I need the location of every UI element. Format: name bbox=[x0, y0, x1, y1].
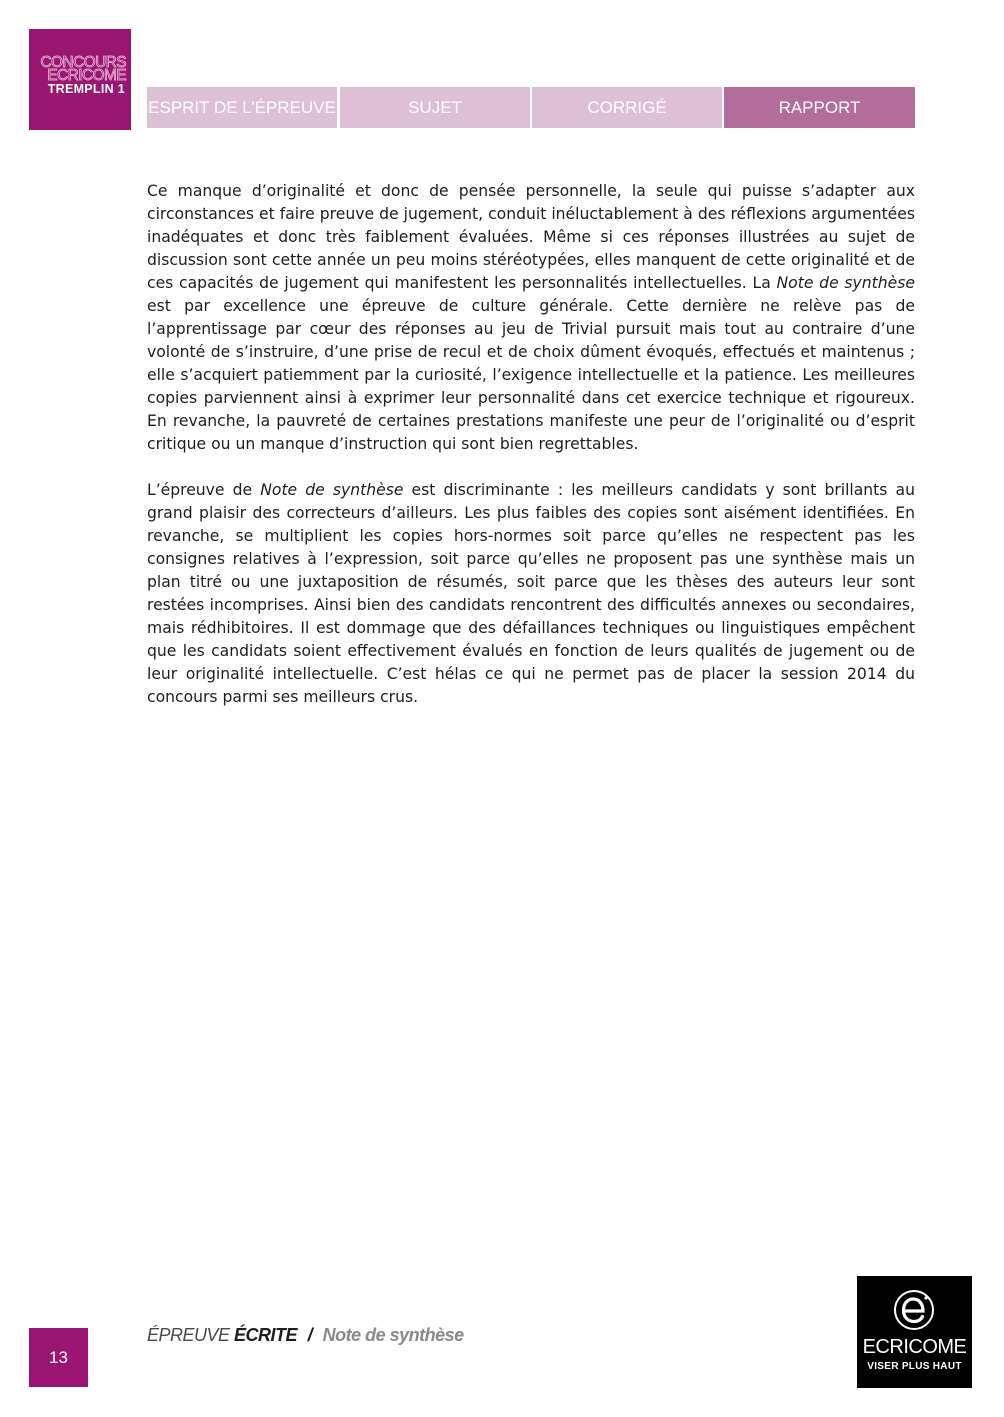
emphasis-note-de-synthese: Note de synthèse bbox=[260, 481, 404, 499]
footer-epreuve: ÉPREUVE bbox=[147, 1325, 230, 1345]
section-tabs bbox=[147, 87, 915, 128]
report-body bbox=[147, 180, 915, 709]
tab-esprit-de-l-epreuve[interactable]: ESPRIT DE L’ÉPREUVE bbox=[147, 87, 337, 128]
emphasis-note-de-synthese: Note de synthèse bbox=[776, 274, 915, 292]
tab-sujet[interactable]: SUJET bbox=[340, 87, 530, 128]
logo-tagline: VISER PLUS HAUT bbox=[867, 1361, 962, 1372]
tab-corrige[interactable]: CORRIGÉ bbox=[532, 87, 722, 128]
brand-line-concours: CONCOURS bbox=[40, 54, 126, 71]
paragraph-2: L’épreuve de Note de synthèse est discriminante : les meilleurs candidats y sont brillants au grand plaisir des correcteurs d’ailleurs. Les plus faibles des copies sont aisément identifiées. En revanche, se multiplient les copies hors-normes soit parce qu’elles ne respectent pas les consignes relatives à l’expression, soit parce qu’elles ne proposent pas une synthèse mais un plan titré ou une juxtaposition de résumés, soit parce que les thèses des auteurs leur sont restées incomprises. Ainsi bien des candidats rencontrent des difficultés annexes ou secondaires, mais rédhibitoires. Il est dommage que des défaillances techniques ou linguistiques empêchent que les candidats soient effectivement évalués en fonction de leurs qualités de jugement ou de leur originalité intellectuelle. C’est hélas ce qui ne permet pas de placer la session 2014 du concours parmi ses meilleurs crus. bbox=[147, 481, 915, 706]
logo-name: ECRICOME bbox=[862, 1336, 967, 1358]
brand-line-tremplin: TREMPLIN 1 bbox=[47, 82, 125, 96]
footer-separator: / bbox=[307, 1325, 313, 1345]
footer-title bbox=[147, 1323, 464, 1347]
page-number: 13 bbox=[29, 1328, 88, 1387]
footer-ecrite: ÉCRITE bbox=[234, 1325, 298, 1345]
brand-line-ecricome: ECRICOME bbox=[47, 67, 126, 84]
paragraph-1: Ce manque d’originalité et donc de pensée personnelle, la seule qui puisse s’adapter aux circonstances et faire preuve de jugement, conduit inéluctablement à des réflexions argumentées inadéquates et donc très faiblement évaluées. Même si ces réponses illustrées au sujet de discussion sont cette année un peu moins stéréotypées, elles manquent de cette originalité et de ces capacités de jugement qui manifestent les personnalités intellectuelles. La Note de synthèse est par excellence une épreuve de culture générale. Cette dernière ne relève pas de l’apprentissage par cœur des réponses au jeu de Trivial pursuit mais tout au contraire d’une volonté de s’instruire, d’une prise de recul et de choix dûment évoqués, effectués et maintenus ; elle s’acquiert patiemment par la curiosité, l’exigence intellectuelle et la patience. Les meilleures copies parviennent ainsi à exprimer leur personnalité dans cet exercice technique et rigoureux. En revanche, la pauvreté de certaines prestations manifeste une peur de l’originalité ou d’esprit critique ou un manque d’instruction qui sont bien regrettables. bbox=[147, 182, 915, 453]
ecricome-logo bbox=[857, 1276, 972, 1388]
footer-subject: Note de synthèse bbox=[322, 1325, 464, 1345]
concours-brand-logo bbox=[29, 29, 131, 130]
tab-rapport[interactable]: RAPPORT bbox=[724, 87, 915, 128]
ecricome-e-logo-icon bbox=[892, 1288, 936, 1332]
